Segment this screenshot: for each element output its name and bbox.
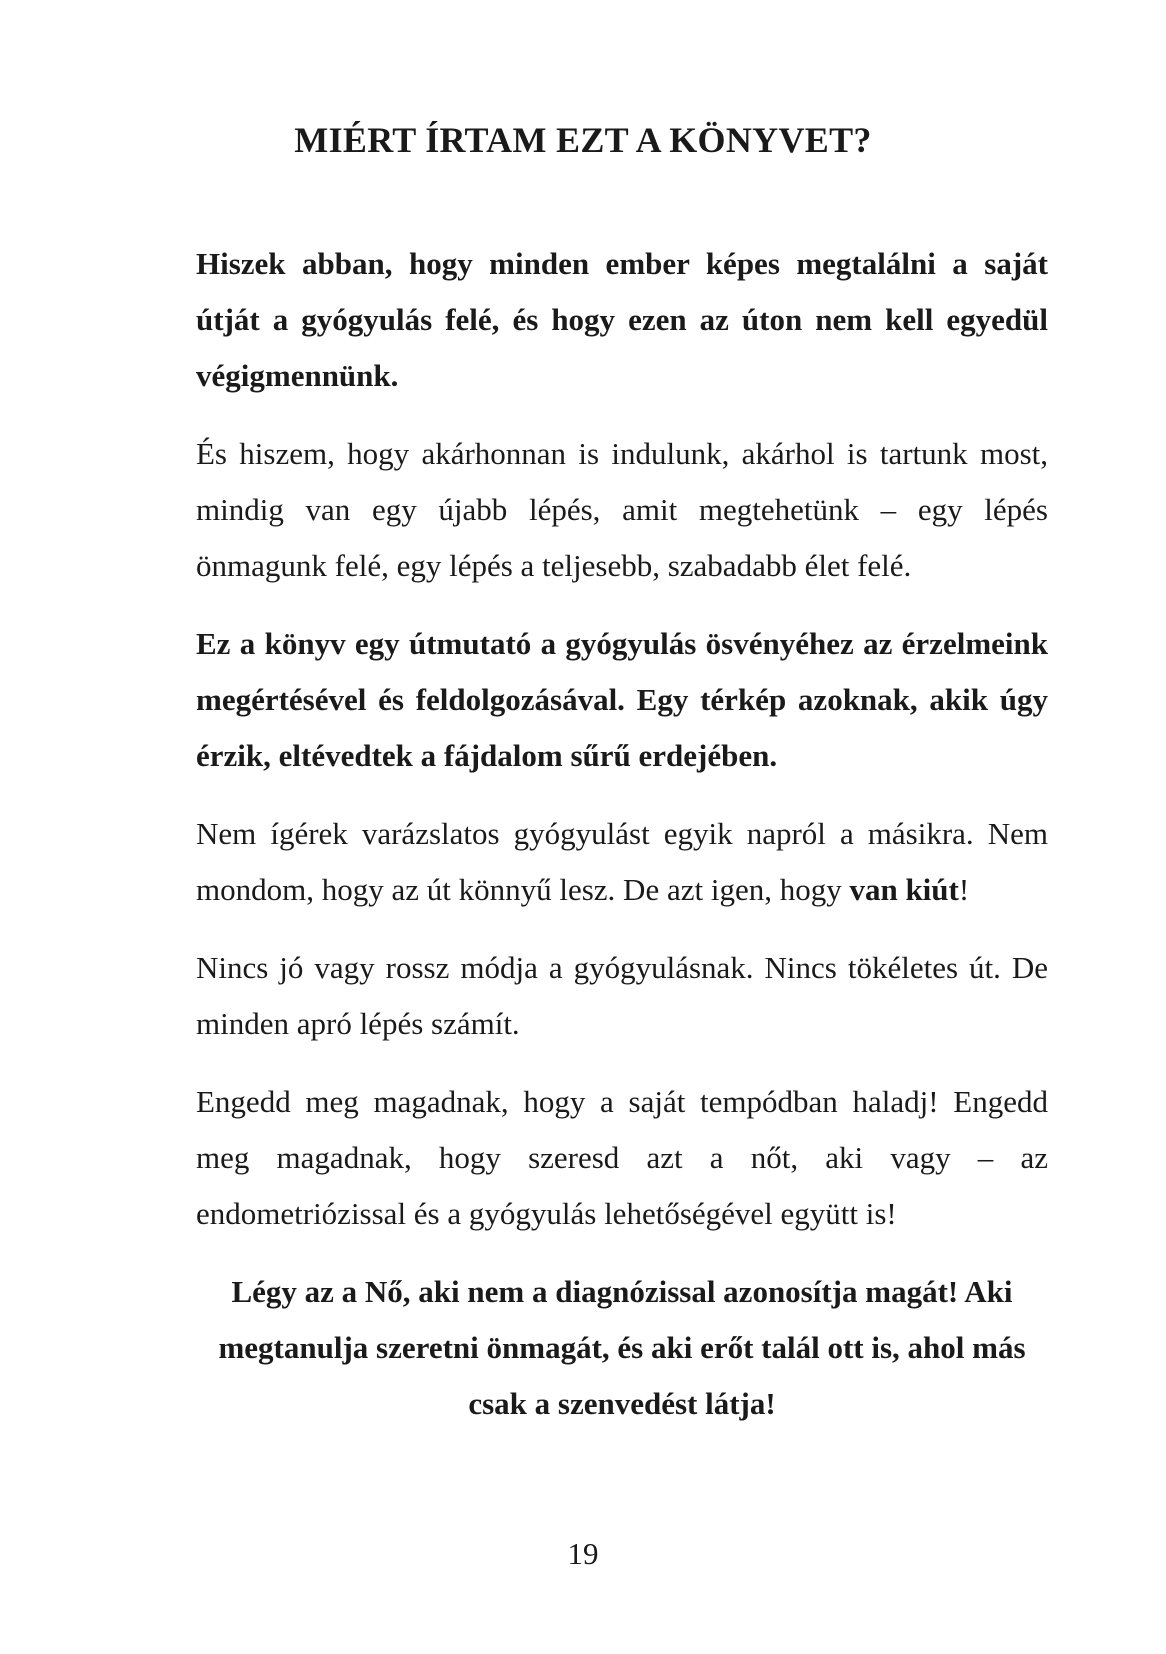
paragraph-no-promise-emphasis: van kiút [849, 872, 959, 907]
paragraph-next-step: És hiszem, hogy akárhonnan is indulunk, akárhol is tartunk most, mindig van egy újabb lépés, amit megtehetünk – egy lépés önmagunk felé, egy lépés a teljesebb, szabadabb élet felé. [196, 436, 1048, 583]
paragraph-closing: Légy az a Nő, aki nem a diagnózissal azonosítja magát! Aki megtanulja szeretni önmagát, és aki erőt talál ott is, ahol más csak a szenvedést látja! [218, 1274, 1026, 1421]
paragraph-no-right-way: Nincs jó vagy rossz módja a gyógyulásnak. Nincs tökéletes út. De minden apró lépés számít. [196, 950, 1048, 1041]
page-number: 19 [567, 1536, 599, 1571]
paragraph-no-promise [196, 806, 1048, 918]
paragraph-no-promise-text: Nem ígérek varázslatos gyógyulást egyik napról a másikra. Nem mondom, hogy az út könnyű lesz. De azt igen, hogy [196, 816, 1048, 907]
paragraph-guide: Ez a könyv egy útmutató a gyógyulás ösvényéhez az érzelmeink megértésével és feldolgozásával. Egy térkép azoknak, akik úgy érzik, eltévedtek a fájdalom sűrű erdejében. [196, 626, 1048, 773]
chapter-title: MIÉRT ÍRTAM EZT A KÖNYVET? [294, 120, 872, 160]
page-body [196, 236, 1048, 1454]
paragraph-belief: Hiszek abban, hogy minden ember képes megtalálni a saját útját a gyógyulás felé, és hogy ezen az úton nem kell egyedül végigmennünk. [196, 246, 1048, 393]
paragraph-no-promise-end: ! [958, 872, 970, 907]
paragraph-allow-yourself: Engedd meg magadnak, hogy a saját tempódban haladj! Engedd meg magadnak, hogy szeresd azt a nőt, aki vagy – az endometriózissal és a gyógyulás lehetőségével együtt is! [196, 1084, 1048, 1231]
